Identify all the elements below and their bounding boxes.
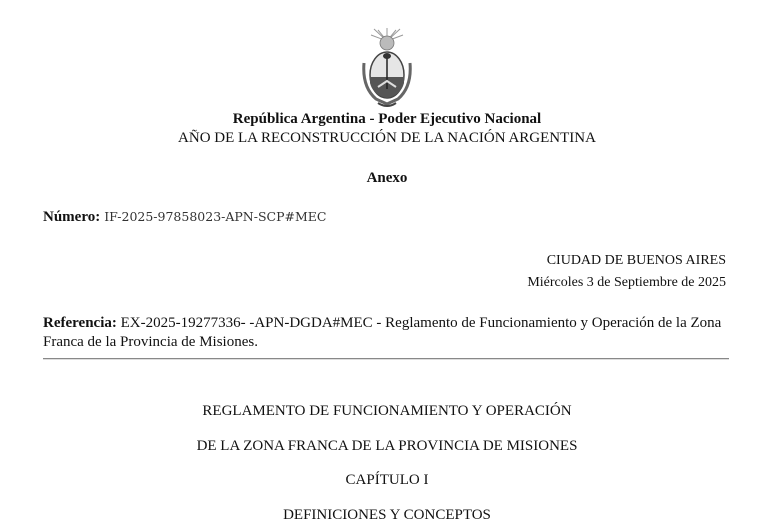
document-type: Anexo [366,170,408,186]
argentina-coat-of-arms-icon [358,27,416,109]
reference-text: EX-2025-19277336- -APN-DGDA#MEC - Reglamento de Funcionamiento y Operación de la Zona Franca de la Provincia de Misiones. [43,315,722,350]
document-number-value: IF-2025-97858023-APN-SCP#MEC [104,209,327,224]
place: CIUDAD DE BUENOS AIRES [546,253,726,268]
reference [43,314,733,352]
regulation-title-line1: REGLAMENTO DE FUNCIONAMIENTO Y OPERACIÓN [202,403,572,419]
date: Miércoles 3 de Septiembre de 2025 [527,275,726,290]
reference-label: Referencia: [43,315,117,331]
chapter-title: DEFINICIONES Y CONCEPTOS [283,507,491,523]
document-number [43,209,326,226]
chapter-heading: CAPÍTULO I [345,472,429,488]
year-motto: AÑO DE LA RECONSTRUCCIÓN DE LA NACIÓN ARGENTINA [178,130,596,146]
document-number-label: Número: [43,209,101,225]
regulation-title-line2: DE LA ZONA FRANCA DE LA PROVINCIA DE MISIONES [196,438,578,454]
government-header: República Argentina - Poder Ejecutivo Nacional [232,111,542,127]
divider [43,358,729,360]
